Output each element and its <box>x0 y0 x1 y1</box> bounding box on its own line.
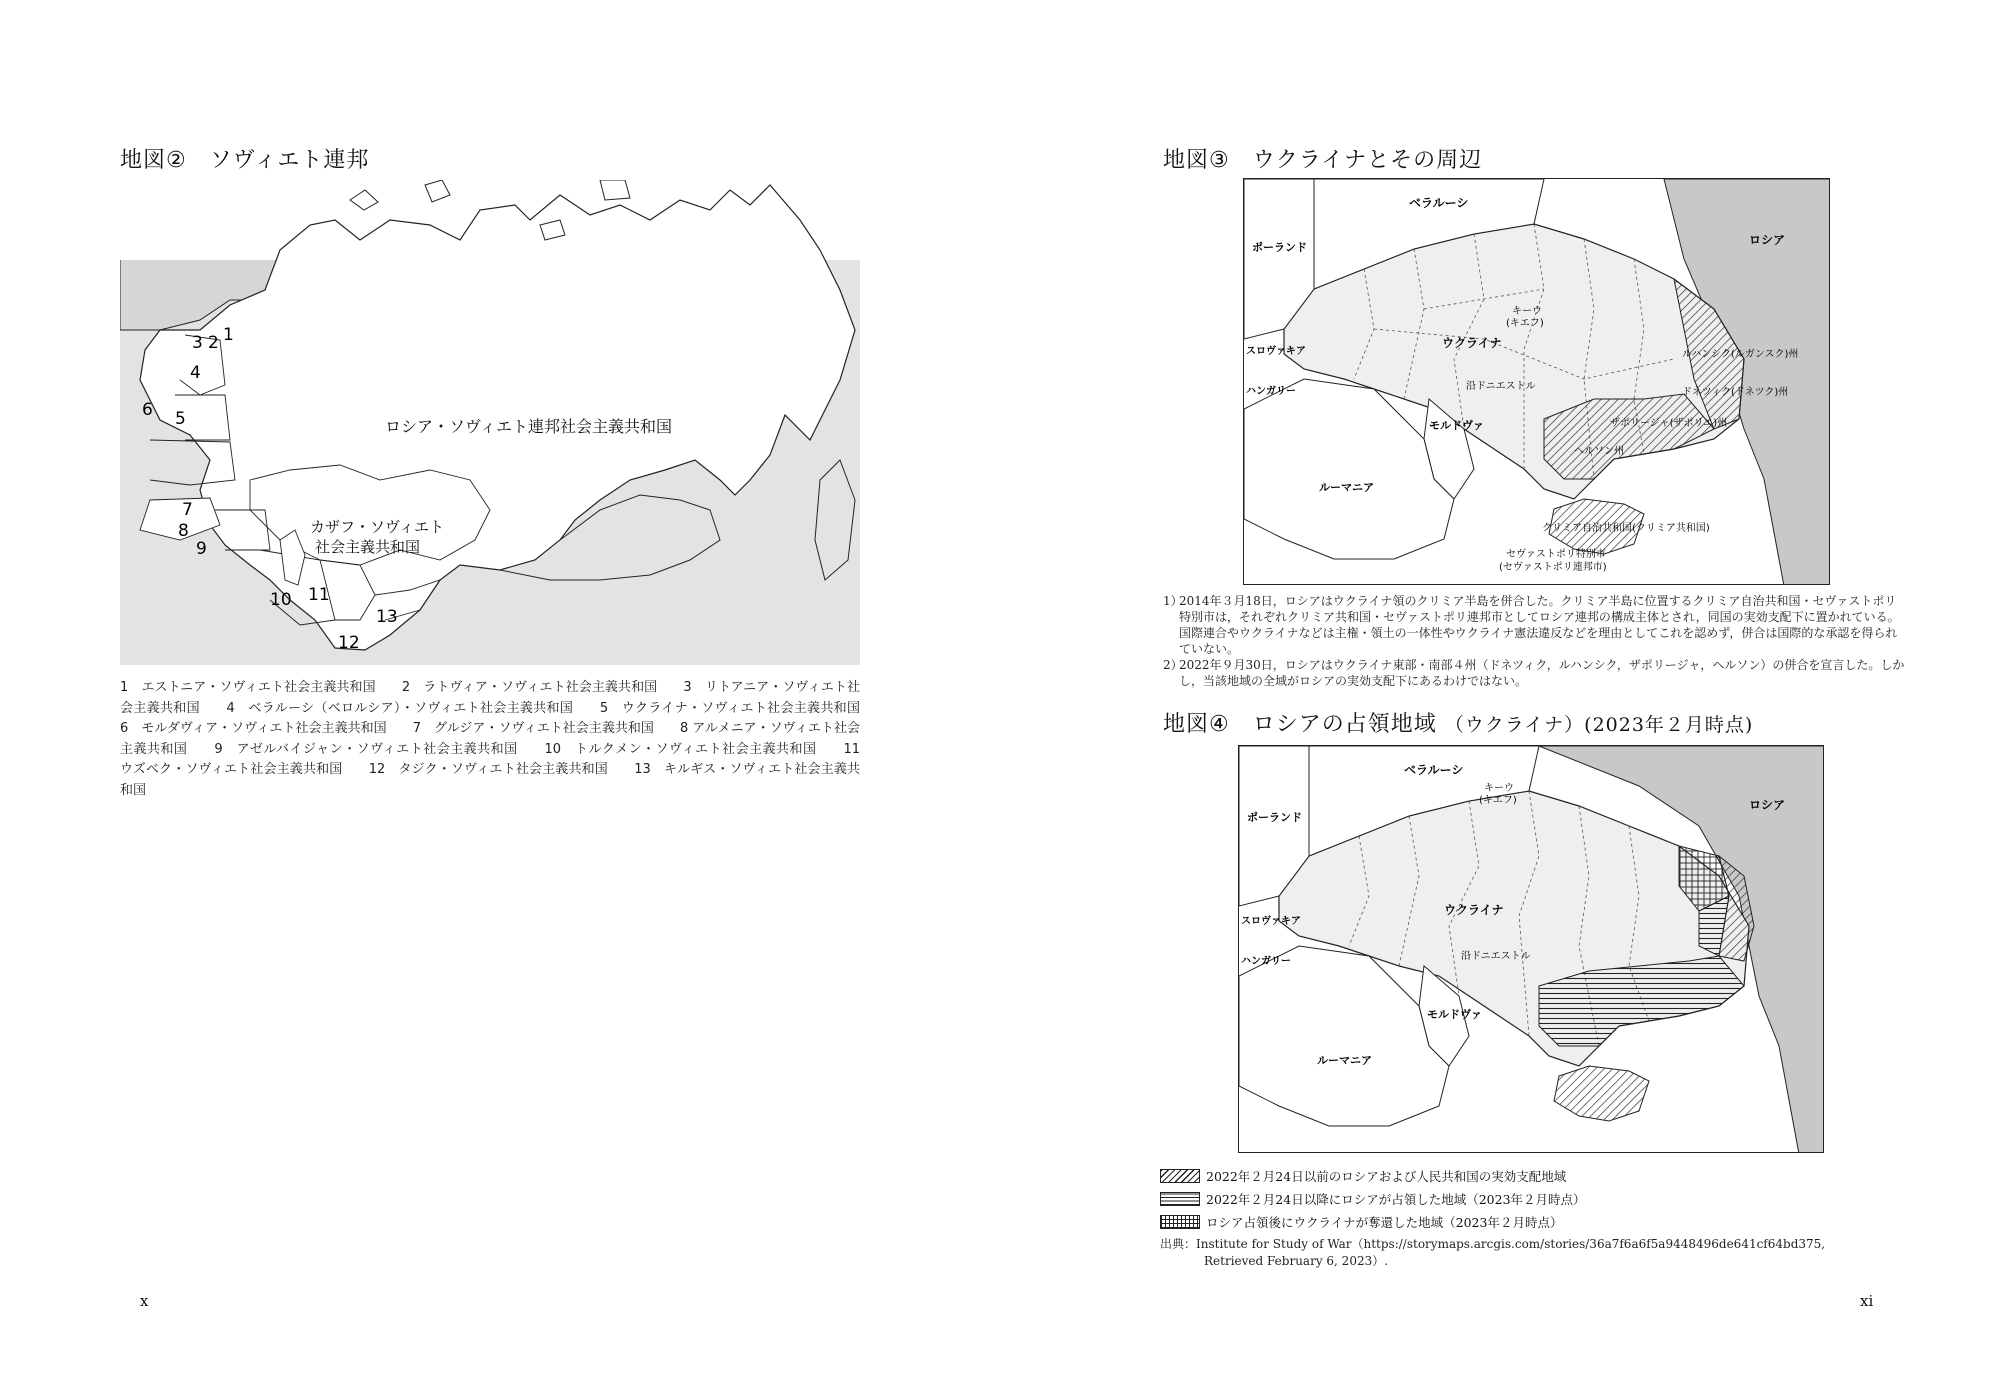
swatch-horizontal <box>1160 1192 1200 1206</box>
map3-label-slovakia: スロヴァキア <box>1246 346 1306 357</box>
map4-legend-3: ロシア占領後にウクライナが奪還した地域（2023年２月時点） <box>1206 1215 1563 1230</box>
map4-legend-row-2 <box>1160 1190 1586 1208</box>
map4-label-ukraine: ウクライナ <box>1444 903 1504 917</box>
map3-label-sevastopol-1: セヴァストポリ特別市 <box>1506 549 1606 560</box>
map2-legend: 1 エストニア・ソヴィエト社会主義共和国 2 ラトヴィア・ソヴィエト社会主義共和国 3 リトアニア・ソヴィエト社会主義共和国 4 ベラルーシ（ベロルシア）・ソヴィエト社会主義共和国 5 ウクライナ・ソヴィエト社会主義共和国 6 モルダヴィア・ソヴィエト社会主義共和国 7 グルジア・ソヴィエト社会主義共和国 8 アルメニア・ソヴィエト社会主義共和国 9 アゼルバイジャン・ソヴィエト社会主義共和国 10 トルクメン・ソヴィエト社会主義共和国 11 ウズベク・ソヴィエト社会主義共和国 12 タジク・ソヴィエト社会主義共和国 13 キルギス・ソヴィエト社会主義共和国 <box>120 680 887 798</box>
page-number-left: x <box>140 1292 149 1310</box>
map3-label-luhansk: ルハンシク(ルガンスク)州 <box>1682 349 1799 360</box>
map2-num-8: 8 <box>178 521 189 541</box>
map2-num-9: 9 <box>196 539 207 559</box>
map4-legend-row-1 <box>1160 1167 1566 1185</box>
note-1 <box>1163 593 1908 657</box>
map2-title: 地図② ソヴィエト連邦 <box>120 148 370 173</box>
map2-label-russia: ロシア・ソヴィエト連邦社会主義共和国 <box>385 417 673 436</box>
map2-soviet-union <box>120 180 860 665</box>
map2-island-4 <box>600 180 630 200</box>
map4-legend-2: 2022年２月24日以降にロシアが占領した地域（2023年２月時点） <box>1206 1192 1586 1207</box>
map2-num-2: 2 <box>208 333 219 353</box>
map2-svg <box>120 180 860 665</box>
map3-label-donetsk: ドネツィク(ドネツク)州 <box>1682 387 1789 398</box>
source-line-2: Retrieved February 6, 2023）. <box>1204 1254 1389 1268</box>
map3-label-ukraine: ウクライナ <box>1442 336 1502 350</box>
map3-label-poland: ポーランド <box>1252 241 1307 254</box>
map4-label-russia: ロシア <box>1749 798 1786 812</box>
map3-label-moldova: モルドヴァ <box>1429 419 1484 432</box>
map2-num-4: 4 <box>190 363 201 383</box>
map3-label-romania: ルーマニア <box>1319 481 1374 494</box>
map2-label-kazakh-2: 社会主義共和国 <box>315 538 421 556</box>
map4-label-poland: ポーランド <box>1247 811 1302 824</box>
map4-title-wrap <box>1163 707 1753 738</box>
map2-num-3: 3 <box>192 333 203 353</box>
map3-label-transnistria: 沿ドニエストル <box>1466 381 1536 392</box>
map3-label-zaporizhzhia: ザポリージャ(ザポリエ)州 <box>1610 418 1728 429</box>
map4-title: 地図④ ロシアの占領地域 <box>1163 712 1437 737</box>
note-2 <box>1163 657 1908 689</box>
map2-num-7: 7 <box>182 500 193 520</box>
map3-label-kyiv-1: キーウ <box>1512 306 1542 317</box>
map4-legend-1: 2022年２月24日以前のロシアおよび人民共和国の実効支配地域 <box>1206 1169 1567 1184</box>
map3-title: 地図③ ウクライナとその周辺 <box>1163 148 1483 173</box>
map3-label-crimea: クリミア自治共和国(クリミア共和国) <box>1542 523 1710 534</box>
map3-label-kyiv-2: (キエフ) <box>1506 318 1544 329</box>
map3-label-kherson: ヘルソン州 <box>1574 446 1624 457</box>
map4-legend-row-3 <box>1160 1213 1562 1231</box>
note-1-num: 1） <box>1163 594 1183 608</box>
map3-label-belarus: ベラルーシ <box>1409 196 1469 210</box>
map3-label-russia: ロシア <box>1749 233 1786 247</box>
map4-label-kyiv-2: (キエフ) <box>1479 795 1517 806</box>
map2-num-6: 6 <box>142 400 153 420</box>
map4-label-slovakia: スロヴァキア <box>1241 916 1301 927</box>
map3-notes <box>1163 593 1908 689</box>
map3-svg <box>1244 179 1830 585</box>
map4-label-kyiv-1: キーウ <box>1484 783 1514 794</box>
map2-num-5: 5 <box>175 409 186 429</box>
map3-label-sevastopol-2: (セヴァストポリ連邦市) <box>1499 562 1607 573</box>
map4-subtitle: （ウクライナ）(2023年２月時点) <box>1444 714 1754 736</box>
map2-num-13: 13 <box>376 607 398 627</box>
map4-svg <box>1239 746 1824 1153</box>
note-1-text: 2014年３月18日，ロシアはウクライナ領のクリミア半島を併合した。クリミア半島に位置するクリミア自治共和国・セヴァストポリ特別市は，それぞれクリミア共和国・セヴァストポリ連邦市としてロシア連邦の構成主体とされ，同国の実効支配下に置かれている。国際連合やウクライナなどは主権・領土の一体性やウクライナ憲法違反などを理由としてこれを認めず，併合は国際的な承認を得られていない。 <box>1179 594 1900 656</box>
map4-label-transnistria: 沿ドニエストル <box>1461 951 1531 962</box>
note-2-text: 2022年９月30日，ロシアはウクライナ東部・南部４州（ドネツィク，ルハンシク，ザポリージャ，ヘルソン）の併合を宣言した。しかし，当該地域の全域がロシアの実効支配下にあるわけではない。 <box>1179 658 1905 688</box>
map2-num-12: 12 <box>338 633 360 653</box>
map2-label-kazakh-1: カザフ・ソヴィエト <box>310 518 445 536</box>
map4-source <box>1160 1236 1860 1270</box>
page-number-right: xi <box>1860 1292 1874 1310</box>
map3-ukraine <box>1243 178 1830 585</box>
map4-label-romania: ルーマニア <box>1317 1054 1372 1067</box>
source-line-1: 出典：Institute for Study of War（https://storymaps.arcgis.com/stories/36a7f6a6f5a9448496de641cf64bd375, <box>1160 1237 1826 1251</box>
swatch-diagonal <box>1160 1169 1200 1183</box>
map4-label-belarus: ベラルーシ <box>1404 763 1464 777</box>
note-2-num: 2） <box>1163 658 1183 672</box>
map2-num-11: 11 <box>308 585 330 605</box>
map2-num-1: 1 <box>223 325 234 345</box>
map2-num-10: 10 <box>270 590 292 610</box>
swatch-grid <box>1160 1215 1200 1229</box>
map4-occupation <box>1238 745 1824 1153</box>
map4-label-hungary: ハンガリー <box>1241 956 1291 967</box>
map4-label-moldova: モルドヴァ <box>1427 1008 1482 1021</box>
map3-label-hungary: ハンガリー <box>1246 386 1296 397</box>
